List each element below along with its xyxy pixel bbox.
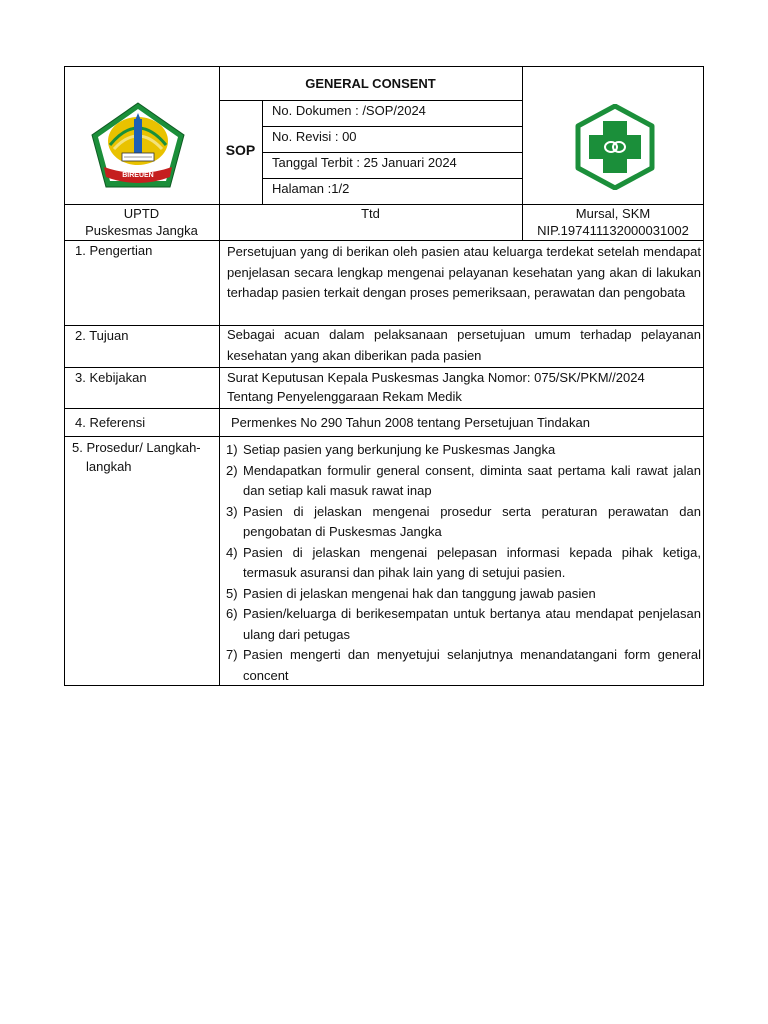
no-revisi: No. Revisi : 00 — [272, 129, 357, 144]
step-number: 3) — [226, 503, 238, 519]
sop-label: SOP — [225, 142, 256, 158]
unit-line2: Puskesmas Jangka — [85, 223, 198, 238]
no-dokumen: No. Dokumen : /SOP/2024 — [272, 103, 426, 118]
procedure-step — [226, 645, 701, 686]
step-text: Mendapatkan formulir general consent, diminta saat pertama kali rawat jalan dan setiap kali masuk rawat inap — [243, 462, 701, 498]
halaman: Halaman :1/2 — [272, 181, 350, 196]
crest-ribbon-text: BIREUEN — [122, 172, 154, 179]
step-text: Setiap pasien yang berkunjung ke Puskesmas Jangka — [243, 442, 556, 457]
step-number: 5) — [226, 585, 238, 601]
procedure-step — [226, 604, 701, 645]
procedure-step — [226, 502, 701, 543]
step-text: Pasien mengerti dan menyetujui selanjutnya menandatangani form general concent — [243, 647, 701, 683]
procedure-step — [226, 461, 701, 502]
step-number: 6) — [226, 606, 238, 621]
step-number: 7) — [226, 647, 238, 662]
step-number: 2) — [226, 462, 238, 478]
text-kebijakan-line2: Tentang Penyelenggaraan Rekam Medik — [227, 389, 462, 404]
procedure-step — [226, 584, 701, 605]
document-title: GENERAL CONSENT — [305, 76, 436, 91]
step-text: Pasien/keluarga di berikesempatan untuk bertanya atau mendapat penjelasan ulang dari petugas — [243, 606, 701, 642]
procedure-list — [226, 440, 701, 686]
label-referensi: 4. Referensi — [75, 415, 146, 430]
label-prosedur-line1: 5. Prosedur/ Langkah- — [72, 440, 201, 455]
step-text: Pasien di jelaskan mengenai prosedur serta peraturan perawatan dan pengobatan di Puskesmas Jangka — [243, 503, 701, 539]
step-text: Pasien di jelaskan mengenai hak dan tanggung jawab pasien — [243, 585, 596, 601]
procedure-step — [226, 543, 701, 584]
text-pengertian: Persetujuan yang di berikan oleh pasien atau keluarga terdekat setelah mendapat penjelasan secara lengkap mengenai pelayanan kesehatan yang akan di lakukan terhadap pasien terkait dengan proses pemeriksaan, perawatan dan pengobata — [227, 244, 701, 300]
bireuen-crest-logo — [90, 101, 186, 189]
text-referensi: Permenkes No 290 Tahun 2008 tentang Persetujuan Tindakan — [231, 415, 590, 430]
text-tujuan: Sebagai acuan dalam pelaksanaan persetujuan umum terhadap pelayanan kesehatan yang akan diberikan pada pasien — [227, 327, 701, 363]
step-number: 1) — [226, 442, 238, 457]
label-tujuan: 2. Tujuan — [75, 328, 129, 343]
puskesmas-logo — [572, 104, 658, 190]
signatory-nip: NIP.197411132000031002 — [537, 223, 689, 238]
tanggal-terbit: Tanggal Terbit : 25 Januari 2024 — [272, 155, 457, 170]
signatory-name: Mursal, SKM — [575, 206, 651, 221]
text-kebijakan-line1: Surat Keputusan Kepala Puskesmas Jangka Nomor: 075/SK/PKM//2024 — [227, 370, 645, 385]
label-kebijakan: 3. Kebijakan — [75, 370, 147, 385]
label-pengertian: 1. Pengertian — [75, 243, 153, 258]
label-prosedur-line2: langkah — [86, 459, 132, 474]
step-number: 4) — [226, 544, 238, 560]
procedure-step — [226, 440, 701, 461]
unit-line1: UPTD — [123, 206, 160, 221]
step-text: Pasien di jelaskan mengenai pelepasan informasi kepada pihak ketiga, termasuk asuransi dan pihak lain yang di setujui pasien. — [243, 544, 701, 580]
signature-ttd: Ttd — [361, 206, 380, 221]
